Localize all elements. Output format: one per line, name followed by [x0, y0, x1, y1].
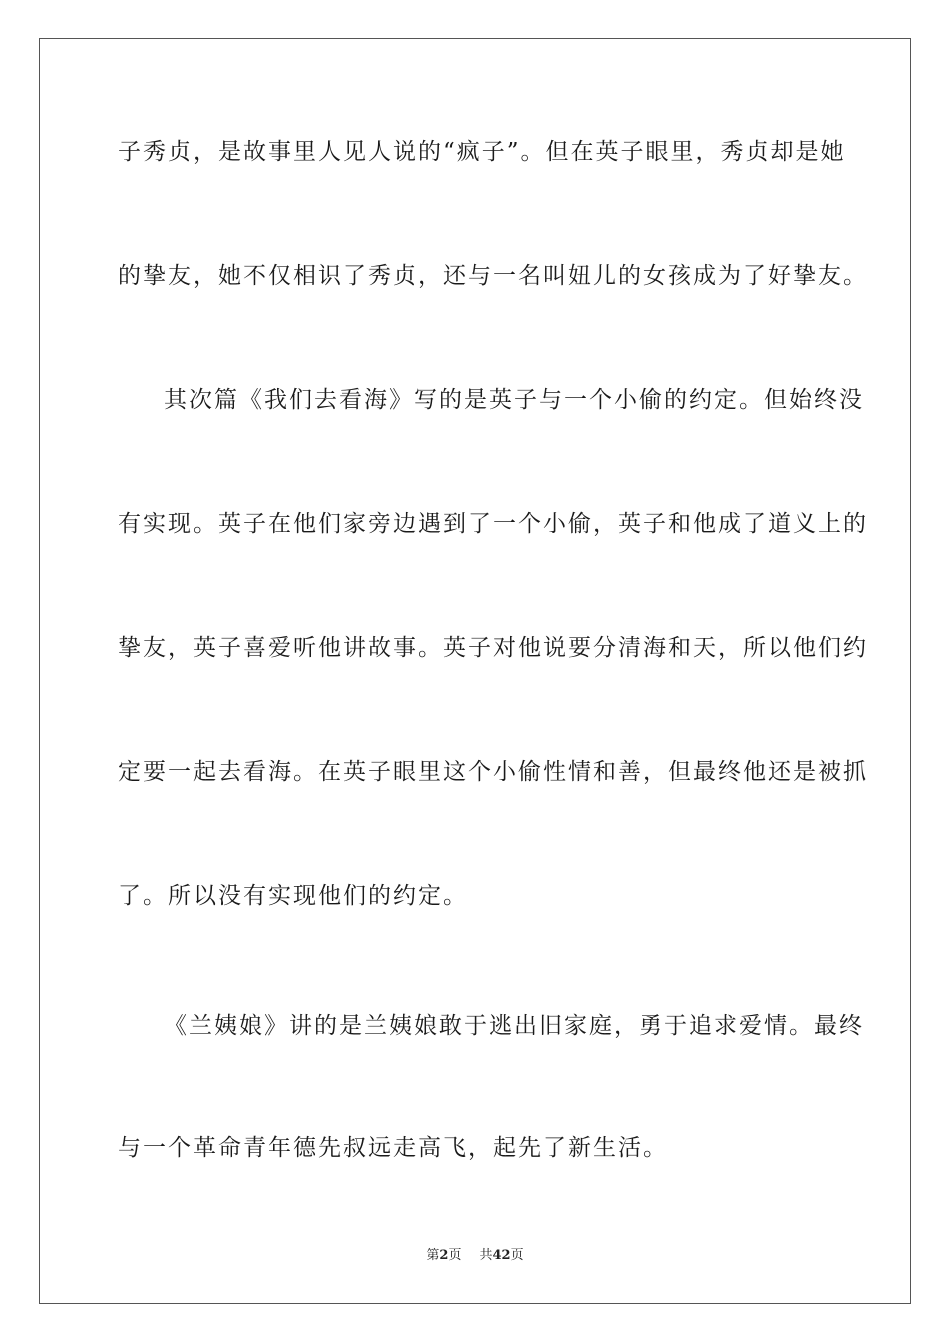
page-border	[39, 38, 911, 1304]
paragraph-line-2: 的挚友，她不仅相识了秀贞，还与一名叫妞儿的女孩成为了好挚友。	[118, 263, 868, 289]
paragraph-line-4: 有实现。英子在他们家旁边遇到了一个小偷，英子和他成了道义上的	[118, 511, 868, 537]
page-number: 2	[439, 1248, 449, 1263]
total-prefix: 共	[479, 1248, 493, 1263]
paragraph-line-7: 了。所以没有实现他们的约定。	[118, 883, 468, 909]
paragraph-line-6: 定要一起去看海。在英子眼里这个小偷性情和善，但最终他还是被抓	[118, 759, 868, 785]
page-suffix: 页	[448, 1248, 462, 1263]
page-footer	[0, 1247, 950, 1265]
paragraph-line-3: 其次篇《我们去看海》写的是英子与一个小偷的约定。但始终没	[164, 387, 864, 413]
paragraph-line-8: 《兰姨娘》讲的是兰姨娘敢于逃出旧家庭，勇于追求爱情。最终	[164, 1013, 864, 1039]
total-pages: 42	[492, 1248, 511, 1263]
paragraph-line-5: 挚友，英子喜爱听他讲故事。英子对他说要分清海和天，所以他们约	[118, 635, 868, 661]
paragraph-line-1: 子秀贞，是故事里人见人说的“疯子”。但在英子眼里，秀贞却是她	[118, 139, 846, 165]
paragraph-line-9: 与一个革命青年德先叔远走高飞，起先了新生活。	[118, 1135, 668, 1161]
page-prefix: 第	[426, 1248, 440, 1263]
total-suffix: 页	[510, 1248, 524, 1263]
